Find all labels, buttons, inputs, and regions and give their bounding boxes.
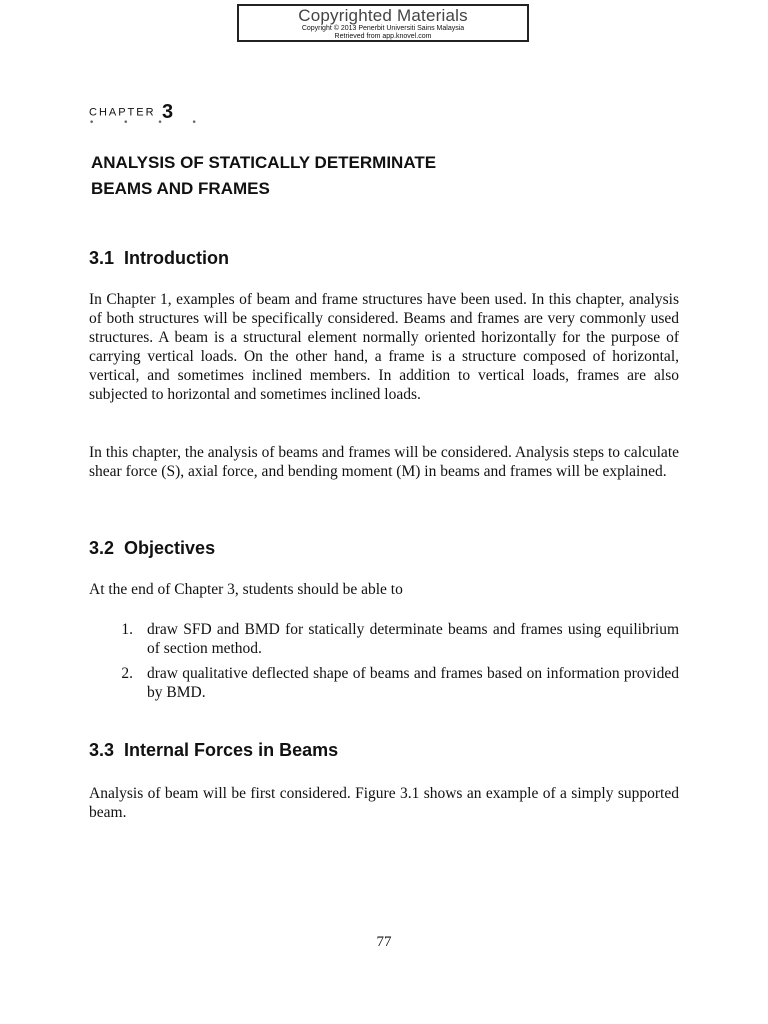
section-number: 3.1 — [89, 248, 115, 268]
chapter-word: CHAPTER — [89, 106, 156, 119]
stamp-title: Copyrighted Materials — [298, 6, 468, 25]
chapter-dots: • • • • — [89, 118, 210, 128]
list-item-number: 2. — [121, 665, 133, 682]
copyright-stamp — [237, 4, 529, 42]
section-title: Objectives — [124, 538, 216, 558]
objectives-lead: At the end of Chapter 3, students should be able to — [89, 581, 403, 598]
list-item-text: draw SFD and BMD for statically determinate beams and frames using equilibrium of section method. — [147, 621, 679, 657]
chapter-number: 3 — [162, 101, 174, 123]
internal-forces-paragraph: Analysis of beam will be first considered. Figure 3.1 shows an example of a simply supported beam. — [89, 785, 679, 821]
intro-paragraph-1: In Chapter 1, examples of beam and frame structures have been used. In this chapter, analysis of both structures will be specifically considered. Beams and frames are very commonly used structures. A beam is a structural element normally oriented horizontally for the purpose of carrying vertical loads. On the other hand, a frame is a structure composed of horizontal, vertical, and sometimes inclined members. In addition to vertical loads, frames are also subjected to horizontal and sometimes inclined loads. — [89, 291, 679, 403]
list-item — [89, 620, 679, 658]
section-heading-objectives — [89, 538, 215, 559]
page-number: 77 — [376, 934, 392, 950]
objectives-list — [89, 620, 679, 708]
section-heading-internal-forces — [89, 740, 338, 761]
stamp-retrieved: Retrieved from app.knovel.com — [334, 33, 432, 40]
list-item — [89, 664, 679, 702]
stamp-copyright: Copyright © 2013 Penerbit Universiti Sains Malaysia — [301, 25, 465, 32]
section-title: Internal Forces in Beams — [124, 740, 339, 760]
section-number: 3.2 — [89, 538, 115, 558]
section-heading-introduction — [89, 248, 229, 269]
section-number: 3.3 — [89, 740, 115, 760]
intro-paragraph-2: In this chapter, the analysis of beams and frames will be considered. Analysis steps to calculate shear force (S), axial force, and bending moment (M) in beams and frames will be explained. — [89, 444, 679, 480]
chapter-title: ANALYSIS OF STATICALLY DETERMINATE BEAMS AND FRAMES — [91, 153, 437, 198]
section-title: Introduction — [124, 248, 230, 268]
list-item-number: 1. — [121, 621, 133, 638]
list-item-text: draw qualitative deflected shape of beams and frames based on information provided by BMD. — [147, 665, 679, 701]
